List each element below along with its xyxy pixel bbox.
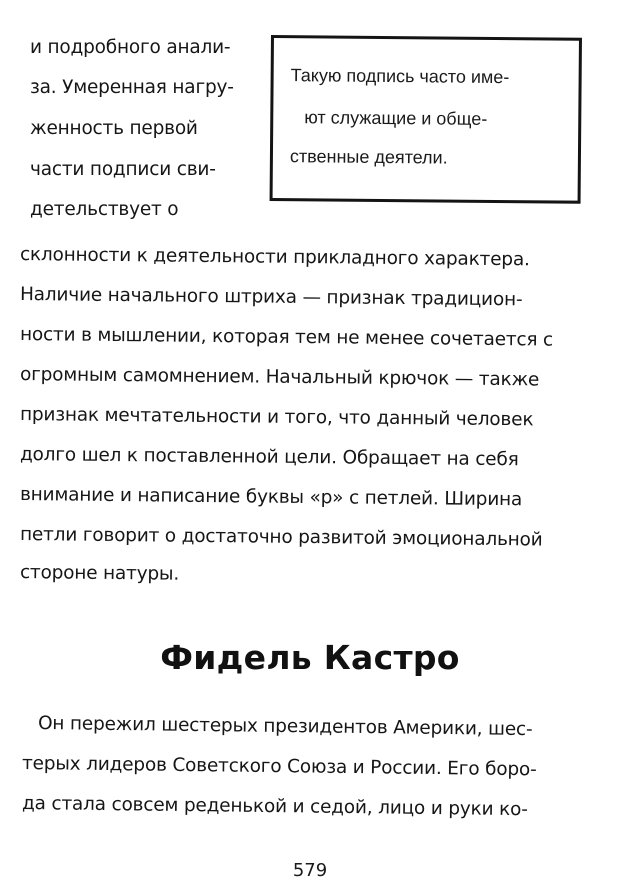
text-line: петли говорит о достаточно развитой эмоциональной (19, 524, 543, 551)
text-line: Наличие начального штриха — признак традицион- (19, 284, 523, 311)
text-line: терых лидеров Советского Союза и России. Его боро- (21, 753, 537, 781)
text-line: внимание и написание буквы «р» с петлей. Ширина (19, 484, 523, 511)
sidebar-note-box (270, 35, 582, 204)
text-line: признак мечтательности и того, что данный человек (19, 404, 534, 431)
sidebar-note-line: ют служащие и обще- (304, 107, 488, 129)
text-line: ности в мышлении, которая тем не менее сочетается с (19, 324, 554, 351)
text-line: за. Умеренная нагру- (30, 77, 234, 98)
page-number: 579 (292, 860, 328, 881)
text-line: стороне натуры. (19, 562, 180, 585)
sidebar-note-line: ственные деятели. (289, 146, 448, 168)
text-line: женность первой (30, 118, 198, 139)
section-heading: Фидель Кастро (160, 638, 460, 677)
text-line: да стала совсем реденькой и седой, лицо и руки ко- (21, 793, 528, 821)
text-line: долго шел к поставленной цели. Обращает на себя (19, 444, 519, 471)
text-line: и подробного анали- (30, 37, 231, 58)
sidebar-note-line: Такую подпись часто име- (290, 65, 510, 88)
text-line: части подписи сви- (30, 159, 216, 180)
text-line: склонности к деятельности прикладного характера. (19, 244, 530, 271)
text-line: Он пережил шестерых президентов Америки, шес- (37, 713, 533, 741)
text-line: детельствует о (30, 199, 179, 220)
text-line: огромным самомнением. Начальный крючок — также (19, 364, 540, 391)
